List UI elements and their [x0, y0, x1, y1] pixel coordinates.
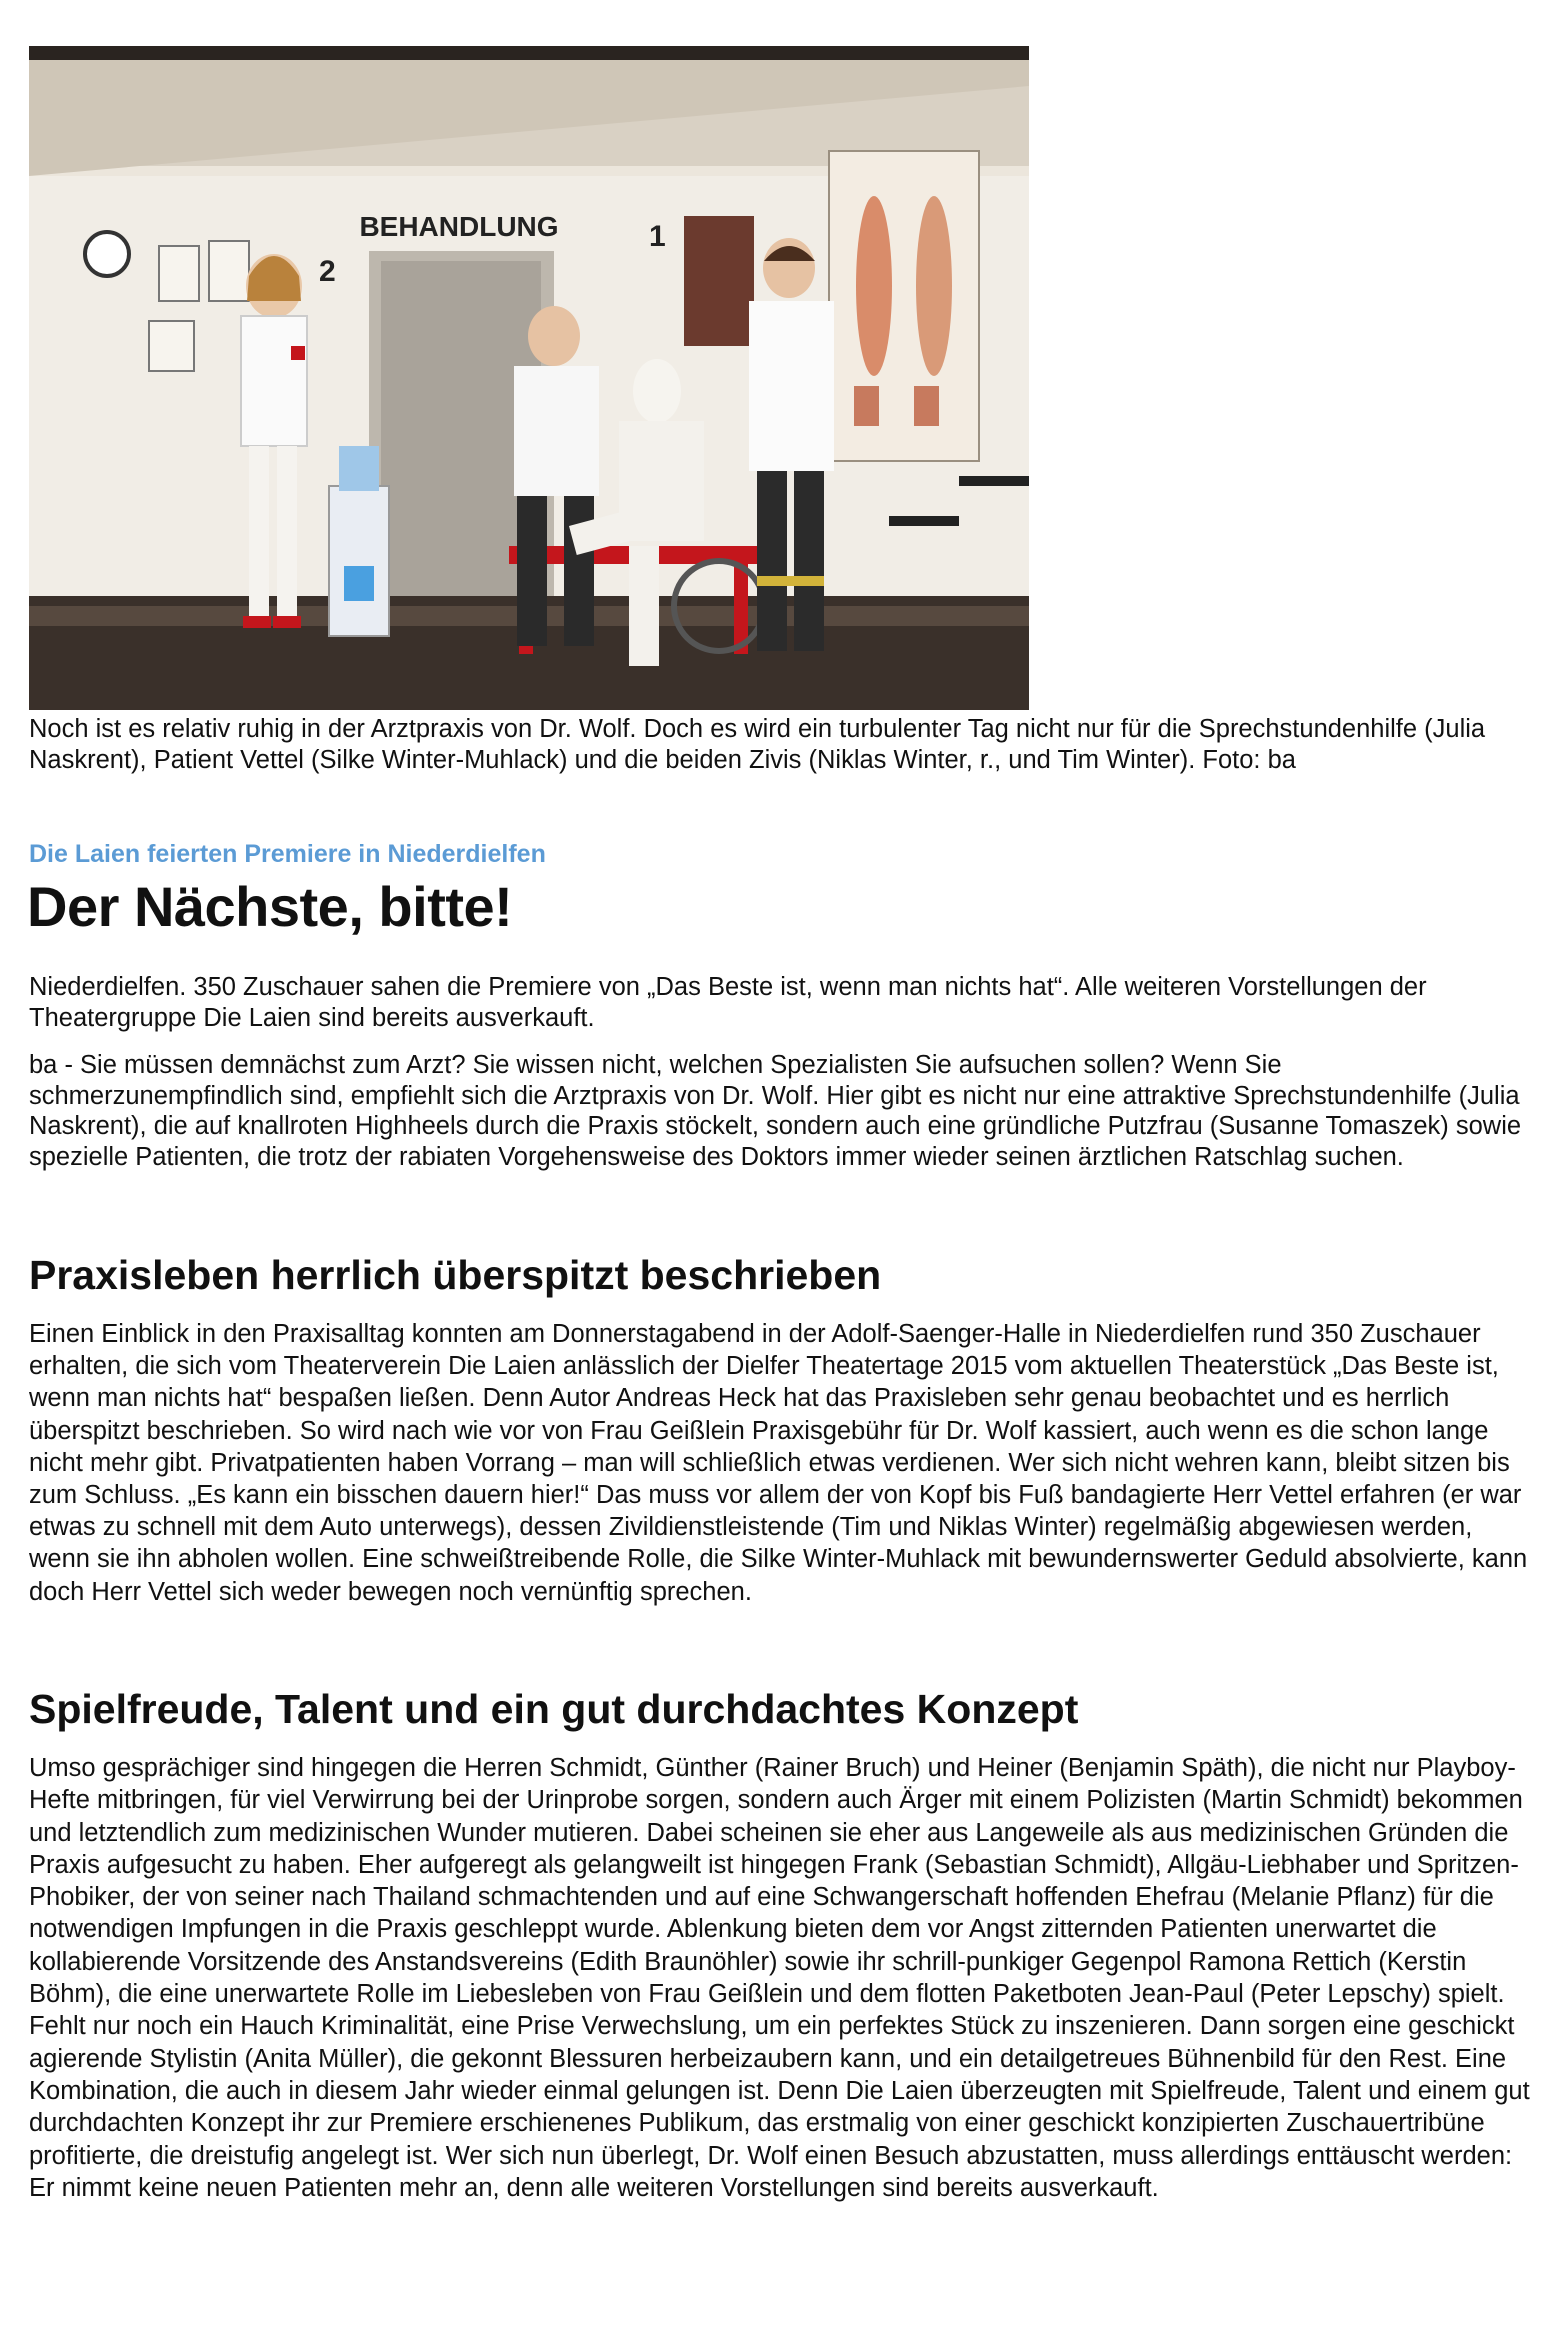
subheading-2: Spielfreude, Talent und ein gut durchdachtes Konzept	[29, 1686, 1079, 1732]
sign-behandlung: BEHANDLUNG	[359, 211, 559, 242]
subheading-1: Praxisleben herrlich überspitzt beschrieben	[29, 1252, 882, 1298]
body-paragraph-2: Einen Einblick in den Praxisalltag konnten am Donnerstagabend in der Adolf-Saenger-Halle in Niederdielfen rund 350 Zuschauer erhalten, die sich vom Theaterverein Die Laien anlässlich der Dielfer Theatertage 2015 vom aktuellen Theaterstück „Das Beste ist, wenn man nichts hat“ bespaßen ließen. Denn Autor Andreas Heck hat das Praxisleben sehr genau beobachtet und es herrlich überspitzt beschrieben. So wird nach wie vor von Frau Geißlein Praxisgebühr für Dr. Wolf kassiert, auch wenn es die schon lange nicht mehr gibt. Privatpatienten haben Vorrang – man will schließlich etwas verdienen. Wer sich nicht wehren kann, bleibt sitzen bis zum Schluss. „Es kann ein bisschen dauern hier!“ Das muss vor allem der von Kopf bis Fuß bandagierte Herr Vettel erfahren (er war etwas zu schnell mit dem Auto unterwegs), dessen Zivildienstleistende (Tim und Niklas Winter) regelmäßig abgewiesen werden, wenn sie ihn abholen wollen. Eine schweißtreibende Rolle, die Silke Winter-Muhlack mit bewundernswerter Geduld absolvierte, kann doch Herr Vettel sich weder bewegen noch vernünftig sprechen.	[29, 1320, 1528, 1606]
stage-photo	[29, 46, 1029, 710]
lead-paragraph: Niederdielfen. 350 Zuschauer sahen die Premiere von „Das Beste ist, wenn man nichts hat“. Alle weiteren Vorstellungen der Theatergruppe Die Laien sind bereits ausverkauft.	[29, 973, 1427, 1032]
body-paragraph-1: ba - Sie müssen demnächst zum Arzt? Sie wissen nicht, welchen Spezialisten Sie aufsuchen sollen? Wenn Sie schmerzunempfindlich sind, empfiehlt sich die Arztpraxis von Dr. Wolf. Hier gibt es nicht nur eine attraktive Sprechstundenhilfe (Julia Naskrent), die auf knallroten Highheels durch die Praxis stöckelt, sondern auch eine gründliche Putzfrau (Susanne Tomaszek) sowie spezielle Patienten, die trotz der rabiaten Vorgehensweise des Doktors immer wieder seinen ärztlichen Ratschlag suchen.	[29, 1051, 1522, 1171]
body-paragraph-3: Umso gesprächiger sind hingegen die Herren Schmidt, Günther (Rainer Bruch) und Heiner (Benjamin Späth), die nicht nur Playboy-Hefte mitbringen, für viel Verwirrung bei der Urinprobe sorgen, sondern auch Ärger mit einem Polizisten (Martin Schmidt) bekommen und letztendlich zum medizinischen Wunder mutieren. Dabei scheinen sie eher aus Langeweile als aus medizinischen Gründen die Praxis aufgesucht zu haben. Eher aufgeregt als gelangweilt ist hingegen Frank (Sebastian Schmidt), Allgäu-Liebhaber und Spritzen-Phobiker, der von seiner nach Thailand schmachtenden und auf eine Schwangerschaft hoffenden Ehefrau (Melanie Pflanz) für die notwendigen Impfungen in die Praxis geschleppt wurde. Ablenkung bieten dem vor Angst zitternden Patienten unerwartet die kollabierende Vorsitzende des Anstandsvereins (Edith Braunöhler) sowie ihr schrill-punkiger Gegenpol Ramona Rettich (Kerstin Böhm), die eine unerwartete Rolle im Liebesleben von Frau Geißlein und dem flotten Paketboten Jean-Paul (Peter Lepschy) spielt. Fehlt nur noch ein Hauch Kriminalität, eine Prise Verwechslung, um ein perfektes Stück zu inszenieren. Dann sorgen eine geschickt agierende Stylistin (Anita Müller), die gekonnt Blessuren herbeizaubern kann, und ein detailgetreues Bühnenbild für den Rest. Eine Kombination, die auch in diesem Jahr wieder einmal gelungen ist. Denn Die Laien überzeugten mit Spielfreude, Talent und einem gut durchdachten Konzept ihr zur Premiere erschienenes Publikum, das erstmalig von einer geschickt konzipierten Zuschauertribüne profitierte, die dreistufig angelegt ist. Wer sich nun überlegt, Dr. Wolf einen Besuch abzustatten, muss allerdings enttäuscht werden: Er nimmt keine neuen Patienten mehr an, denn alle weiteren Vorstellungen sind bereits ausverkauft.	[29, 1754, 1530, 2202]
door-number-1: 1	[649, 220, 666, 253]
kicker: Die Laien feierten Premiere in Niederdielfen	[29, 840, 546, 868]
article-headline: Der Nächste, bitte!	[27, 875, 513, 938]
photo-caption: Noch ist es relativ ruhig in der Arztpraxis von Dr. Wolf. Doch es wird ein turbulenter Tag nicht nur für die Sprechstundenhilfe (Julia Naskrent), Patient Vettel (Silke Winter-Muhlack) und die beiden Zivis (Niklas Winter, r., und Tim Winter). Foto: ba	[29, 715, 1486, 774]
door-number-2: 2	[319, 255, 336, 288]
stage-scene-illustration	[29, 46, 1029, 710]
